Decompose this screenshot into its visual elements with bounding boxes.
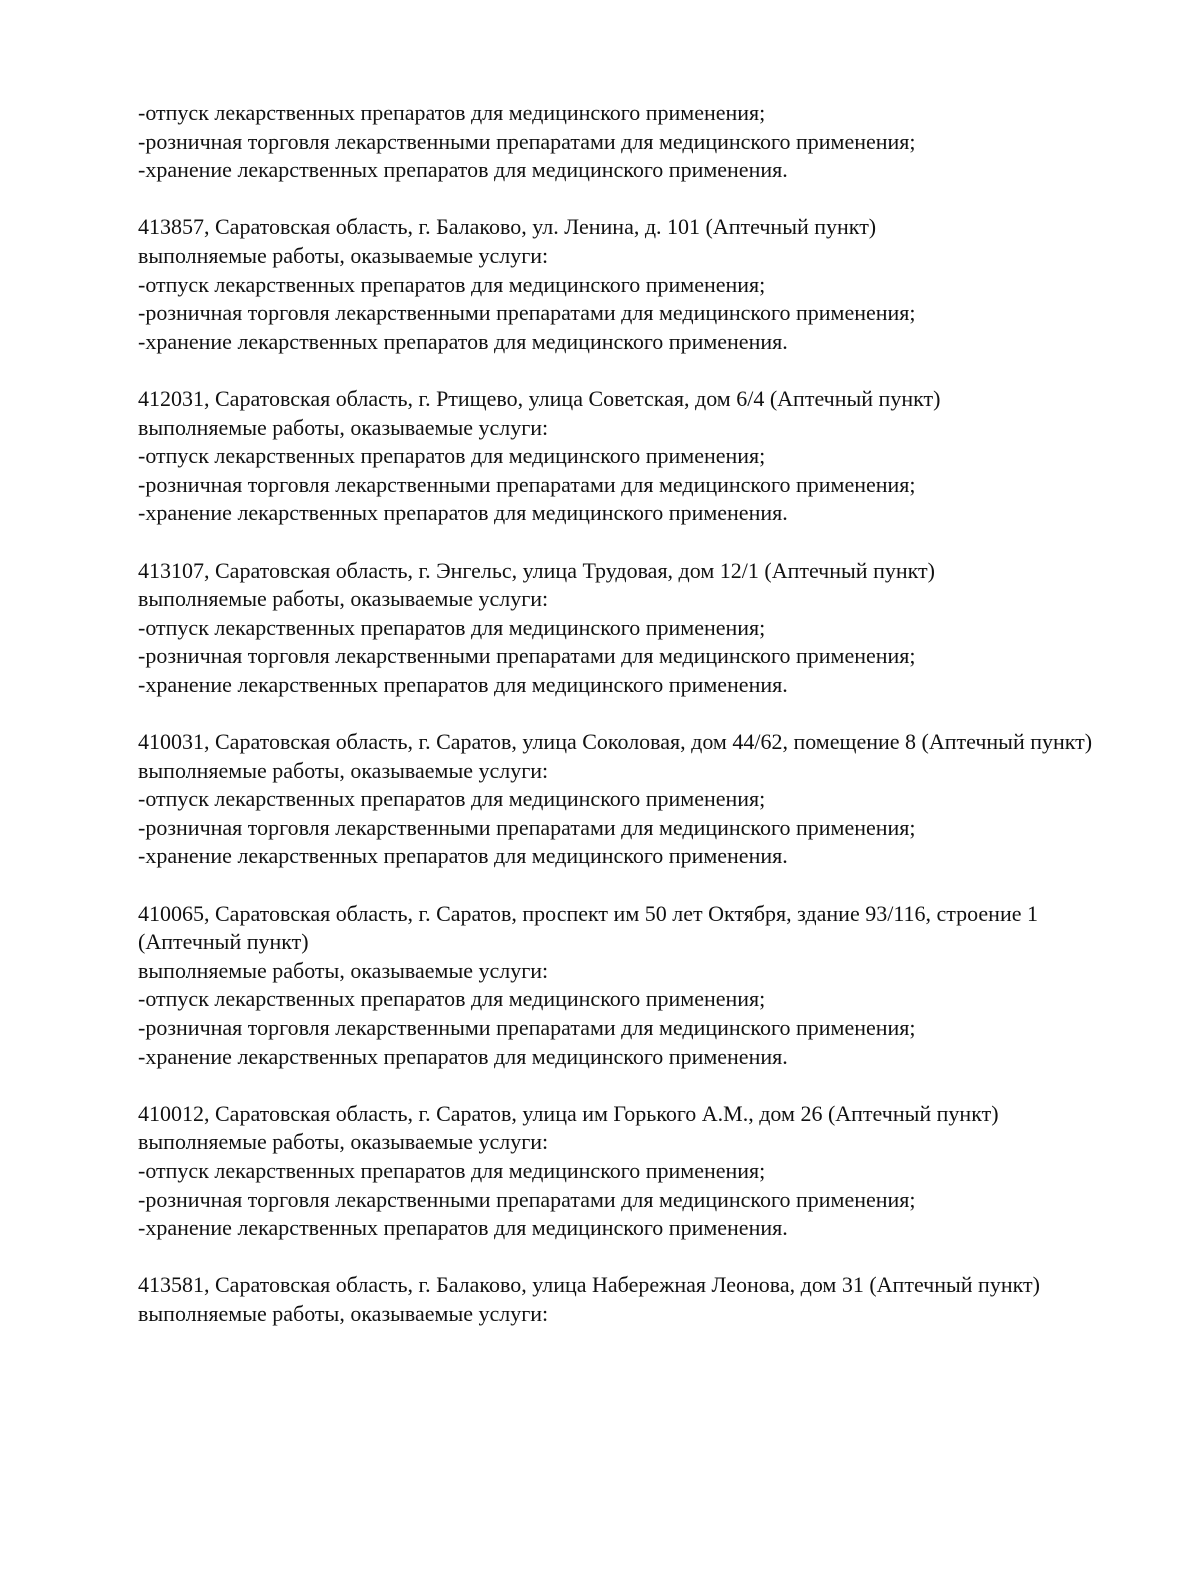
service-line: -хранение лекарственных препаратов для медицинского применения.	[138, 328, 788, 354]
works-label: выполняемые работы, оказываемые услуги:	[138, 1129, 549, 1155]
address-line: 410065, Саратовская область, г. Саратов, проспект им 50 лет Октября, здание 93/116, строение 1 (Аптечный пункт)	[138, 900, 1038, 955]
address-line: 413581, Саратовская область, г. Балаково, улица Набережная Леонова, дом 31 (Аптечный пункт)	[138, 1272, 1040, 1298]
address-block	[138, 557, 1138, 700]
service-line: -розничная торговля лекарственными препаратами для медицинского применения;	[138, 128, 916, 154]
service-line: -хранение лекарственных препаратов для медицинского применения.	[138, 843, 788, 869]
service-line: -отпуск лекарственных препаратов для медицинского применения;	[138, 786, 766, 812]
works-label: выполняемые работы, оказываемые услуги:	[138, 1300, 549, 1326]
works-label: выполняемые работы, оказываемые услуги:	[138, 957, 549, 983]
address-block	[138, 1271, 1138, 1328]
service-line: -розничная торговля лекарственными препаратами для медицинского применения;	[138, 814, 916, 840]
service-line: -хранение лекарственных препаратов для медицинского применения.	[138, 157, 788, 183]
address-block	[138, 1100, 1138, 1243]
address-line: 410012, Саратовская область, г. Саратов, улица им Горького А.М., дом 26 (Аптечный пункт)	[138, 1100, 999, 1126]
intro-services	[138, 99, 1138, 185]
document-page	[138, 99, 1138, 1329]
address-block	[138, 728, 1138, 871]
address-line: 410031, Саратовская область, г. Саратов, улица Соколовая, дом 44/62, помещение 8 (Аптечный пункт)	[138, 729, 1093, 755]
service-line: -розничная торговля лекарственными препаратами для медицинского применения;	[138, 643, 916, 669]
works-label: выполняемые работы, оказываемые услуги:	[138, 586, 549, 612]
address-line: 412031, Саратовская область, г. Ртищево, улица Советская, дом 6/4 (Аптечный пункт)	[138, 385, 941, 411]
address-line: 413107, Саратовская область, г. Энгельс, улица Трудовая, дом 12/1 (Аптечный пункт)	[138, 557, 935, 583]
service-line: -розничная торговля лекарственными препаратами для медицинского применения;	[138, 300, 916, 326]
address-block	[138, 385, 1138, 528]
address-line: 413857, Саратовская область, г. Балаково, ул. Ленина, д. 101 (Аптечный пункт)	[138, 214, 877, 240]
service-line: -хранение лекарственных препаратов для медицинского применения.	[138, 500, 788, 526]
address-block	[138, 900, 1138, 1072]
service-line: -отпуск лекарственных препаратов для медицинского применения;	[138, 271, 766, 297]
works-label: выполняемые работы, оказываемые услуги:	[138, 414, 549, 440]
address-block	[138, 213, 1138, 356]
service-line: -розничная торговля лекарственными препаратами для медицинского применения;	[138, 1015, 916, 1040]
service-line: -отпуск лекарственных препаратов для медицинского применения;	[138, 614, 766, 640]
service-line: -отпуск лекарственных препаратов для медицинского применения;	[138, 1157, 766, 1183]
service-line: -отпуск лекарственных препаратов для медицинского применения;	[138, 100, 766, 125]
service-line: -хранение лекарственных препаратов для медицинского применения.	[138, 1215, 788, 1241]
service-line: -отпуск лекарственных препаратов для медицинского применения;	[138, 986, 766, 1012]
works-label: выполняемые работы, оказываемые услуги:	[138, 242, 549, 268]
service-line: -розничная торговля лекарственными препаратами для медицинского применения;	[138, 471, 916, 497]
works-label: выполняемые работы, оказываемые услуги:	[138, 757, 549, 783]
service-line: -розничная торговля лекарственными препаратами для медицинского применения;	[138, 1186, 916, 1212]
service-line: -отпуск лекарственных препаратов для медицинского применения;	[138, 443, 766, 469]
service-line: -хранение лекарственных препаратов для медицинского применения.	[138, 671, 788, 697]
service-line: -хранение лекарственных препаратов для медицинского применения.	[138, 1043, 788, 1069]
